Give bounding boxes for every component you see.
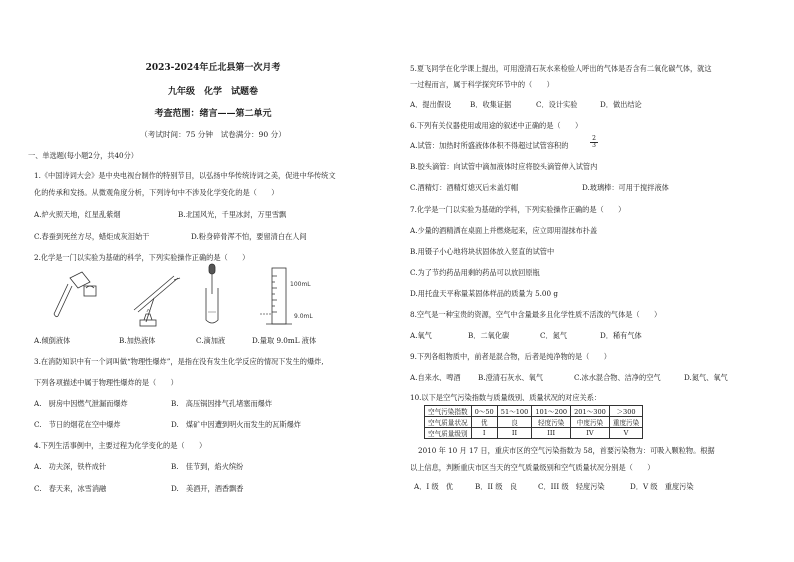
table-cell: II [497,428,532,439]
table-cell: 空气质量级别 [425,428,472,439]
exam-info: （考试时间：75 分钟 试卷满分：90 分） [140,130,286,139]
q4-option-b: B. 佳节到，焰火缤纷 [171,462,244,471]
table-cell: IV [571,428,610,439]
q6-option-c: C.酒精灯：酒精灯熄灭后未盖灯帽 [410,183,519,192]
q10-option-a: A．I 级 优 [414,482,454,491]
q10-option-d: D．V 级 重度污染 [630,482,694,491]
cylinder-100ml-label: 100mL [290,281,311,288]
table-row [425,406,643,417]
q3-option-c: C. 节日的烟花在空中爆炸 [34,420,121,429]
table-cell: ＞300 [609,406,642,417]
exam-title: 2023-2024年丘北县第一次月考 [145,63,281,73]
table-cell: III [532,428,571,439]
q2-option-a: A.倾倒液体 [34,336,71,345]
table-cell: 良 [497,417,532,428]
q10-option-c: C．III 级 轻度污染 [538,482,605,491]
table-cell: 空气质量状况 [425,417,472,428]
heating-liquid-figure [134,276,180,326]
q5-option-a: A．提出假设 [410,100,452,109]
q2-stem: 2.化学是一门以实验为基础的科学，下列实验操作正确的是（ ） [34,253,250,262]
q3-option-a: A. 厨房中因燃气泄漏而爆炸 [34,399,128,408]
table-cell: 重度污染 [609,417,642,428]
dropper-figure [206,264,218,323]
q5-option-d: D．做出结论 [600,100,642,109]
table-cell: 201～300 [571,406,610,417]
q8-stem: 8.空气是一种宝贵的资源，空气中含量最多且化学性质不活泼的气体是（ ） [410,310,662,319]
q4-option-a: A. 功夫深，铁杵成针 [34,462,107,471]
q9-option-b: B.澄清石灰水、氧气 [478,373,544,382]
q6-option-a: A.试管：加热时所盛液体体积不得超过试管容积的 [410,141,569,150]
q9-stem: 9.下列各组物质中，前者是混合物，后者是纯净物的是（ ） [410,352,611,361]
pouring-liquid-figure [54,272,96,317]
q1-stem-line1: 1.《中国诗词大会》是中央电视台制作的特别节目，以弘扬中华传统诗词之美，促进中华传统文 [34,171,336,180]
q2-option-b: B.加热液体 [119,336,156,345]
q1-option-b: B.北国风光，千里冰封，万里雪飘 [178,210,287,219]
q2-option-d: D.量取 9.0mL 液体 [252,336,317,345]
q7-stem: 7.化学是一门以实验为基础的学科，下列实验操作正确的是（ ） [410,205,626,214]
q9-option-c: C.冰水混合物、洁净的空气 [574,373,661,382]
table-cell: I [471,428,497,439]
q4-option-c: C. 春天来，冰雪消融 [34,484,107,493]
table-cell: 空气污染指数 [425,406,472,417]
q1-option-c: C.春蚕到死丝方尽，蜡炬成灰泪始干 [34,232,150,241]
q6-option-b: B.胶头滴管：向试管中滴加液体时应将胶头滴管伸入试管内 [410,162,598,171]
q7-option-b: B.用镊子小心地将块状固体放入竖直的试管中 [410,247,555,256]
fraction-denominator: 3 [592,142,596,149]
q3-stem-line2: 下列各项描述中属于物理性爆炸的是（ ） [34,378,178,387]
q7-option-c: C.为了节约药品用剩的药品可以放回原瓶 [410,268,540,277]
air-quality-table [424,405,643,439]
measuring-cylinder-figure [260,268,292,324]
q5-option-b: B．收集证据 [470,100,512,109]
q7-option-a: A.少量的酒精洒在桌面上并燃烧起来，应立即用湿抹布扑盖 [410,226,598,235]
exam-scope: 考查范围：绪言——第二单元 [154,109,272,119]
q1-stem-line2: 化的传承和发扬。从微观角度分析，下列诗句中不涉及化学变化的是（ ） [34,188,279,197]
table-cell: 中度污染 [571,417,610,428]
cylinder-9ml-label: 9.0mL [294,313,313,320]
q8-option-c: C．氮气 [540,331,568,340]
table-row [425,417,643,428]
q3-stem-line1: 3.在消防知识中有一个词叫做“物理性爆炸”，是指在没有发生化学反应的情况下发生的爆炸, [34,357,324,366]
q8-option-a: A.氧气 [410,331,432,340]
q5-option-c: C．设计实验 [536,100,578,109]
q9-option-a: A.自来水、啤酒 [410,373,461,382]
q3-option-d: D. 煤矿中因遭到明火而发生的瓦斯爆炸 [171,420,301,429]
table-cell: 0～50 [471,406,497,417]
table-cell: 101～200 [532,406,571,417]
exam-subtitle: 九年级 化学 试题卷 [167,87,258,97]
q5-stem-line1: 5.夏飞同学在化学课上提出，可用澄清石灰水来检验人呼出的气体是否含有二氧化碳气体，就这 [410,64,712,73]
q2-figures [34,262,344,328]
q7-option-d: D.用托盘天平称量某固体样品的质量为 5.00 g [410,289,558,298]
q6-stem: 6.下列有关仪器使用或用途的叙述中正确的是（ ） [410,121,583,130]
q5-stem-line2: 一过程而言，属于科学探究环节中的（ ） [410,80,554,89]
table-row [425,428,643,439]
q6-fraction [590,136,598,149]
q10-paragraph-line1: 2010 年 10 月 17 日，重庆市区的空气污染指数为 58，首要污染物为：可吸入颗粒物。根据 [418,446,715,455]
q10-stem: 10.以下是空气污染指数与质量级别、质量状况的对应关系： [410,393,602,402]
q1-option-a: A.炉火照天地，红星乱紫烟 [34,210,121,219]
q1-option-d: D.粉身碎骨浑不怕，要留清白在人间 [191,232,307,241]
q8-option-b: B．二氧化碳 [468,331,510,340]
q4-stem: 4.下列生活事例中，主要过程为化学变化的是（ ） [34,441,207,450]
q10-option-b: B．II 级 良 [475,482,517,491]
fraction-numerator: 2 [590,136,598,143]
table-cell: 51～100 [497,406,532,417]
section-heading: 一、单选题(每小题2分，共40分） [28,151,138,160]
table-cell: 轻度污染 [532,417,571,428]
table-cell: V [609,428,642,439]
table-cell: 优 [471,417,497,428]
q9-option-d: D.氮气、氧气 [684,373,728,382]
q8-option-d: D．稀有气体 [600,331,642,340]
q10-paragraph-line2: 以上信息，判断重庆市区当天的空气质量级别和空气质量状况分别是（ ） [410,463,655,472]
q2-option-c: C.滴加液 [196,336,226,345]
q3-option-b: B. 高压锅因排气孔堵塞而爆炸 [171,399,273,408]
q4-option-d: D. 美酒开，酒香飘香 [171,484,244,493]
q6-option-d: D.玻璃棒：可用于搅拌液体 [582,183,669,192]
